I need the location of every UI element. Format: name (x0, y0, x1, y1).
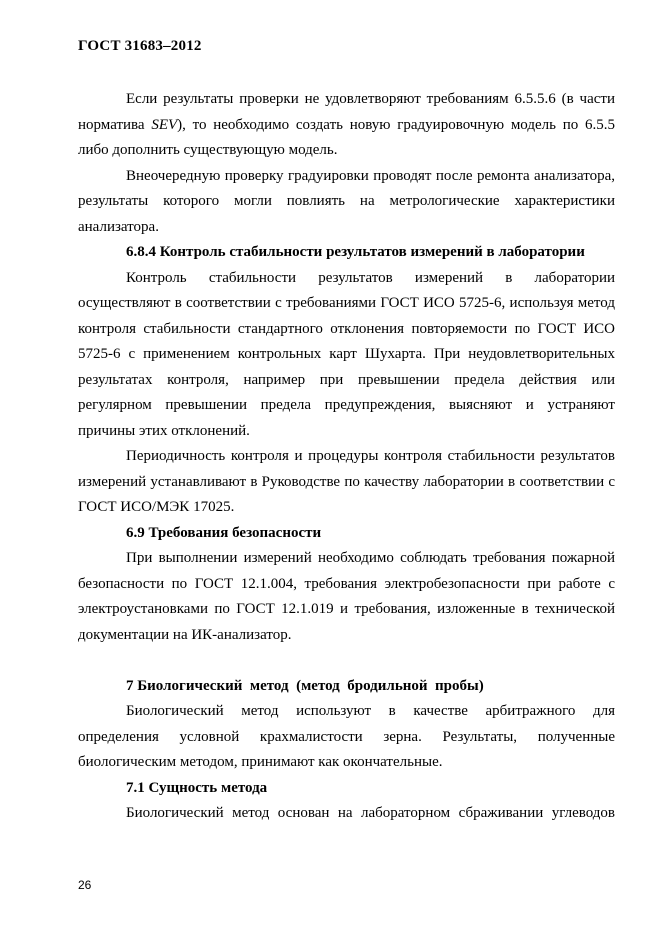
paragraph-recalibration (78, 87, 615, 164)
section-heading-7-1: 7.1 Сущность метода (126, 779, 268, 796)
paragraph-periodicity: Периодичность контроля и процедуры контроля стабильности результатов измерений устанавливают в Руководстве по качеству лаборатории в соответствии с ГОСТ ИСО/МЭК 17025. (78, 448, 615, 515)
section-heading-6-9: 6.9 Требования безопасности (126, 524, 322, 541)
paragraph-recalibration-start: Если результаты проверки не удовлетворяют требованиям 6.5.5.6 (в части норматива (78, 91, 615, 133)
page-body (78, 87, 615, 827)
document-header: ГОСТ 31683–2012 (78, 38, 202, 54)
section-spacer (78, 648, 615, 674)
paragraph-safety: При выполнении измерений необходимо соблюдать требования пожарной безопасности по ГОСТ 12.1.004, требования электробезопасности при работе с электроустановками по ГОСТ 12.1.019 и требования, изложенные в технической документации на ИК-анализатор. (78, 550, 615, 643)
paragraph-extra-check: Внеочередную проверку градуировки проводят после ремонта анализатора, результаты которого могли повлиять на метрологические характеристики анализатора. (78, 167, 615, 235)
paragraph-method-essence: Биологический метод основан на лабораторном сбраживании углеводов (126, 805, 615, 821)
section-heading-6-8-4: 6.8.4 Контроль стабильности результатов измерений в лаборатории (126, 244, 585, 260)
paragraph-biological-method: Биологический метод используют в качестве арбитражного для определения условной крахмалистости зерна. Результаты, полученные биологическим методом, принимают как окончательные. (78, 703, 615, 770)
sev-term: SEV (151, 116, 178, 133)
paragraph-stability-control: Контроль стабильности результатов измерений в лаборатории осуществляют в соответствии с требованиями ГОСТ ИСО 5725-6, используя метод контроля стабильности стандартного отклонения повторяемости по ГОСТ ИСО 5725-6 с применением контрольных карт Шухарта. При неудовлетворительных результатах контроля, например при превышении предела действия или регулярном превышении предела предупреждения, выясняют и устраняют причины этих отклонений. (78, 269, 615, 439)
section-heading-7: 7 Биологический метод (метод бродильной пробы) (126, 677, 484, 694)
paragraph-recalibration-end: ), то необходимо создать новую градуировочную модель по 6.5.5 либо дополнить существующую модель. (78, 116, 615, 158)
page-number: 26 (78, 878, 92, 892)
